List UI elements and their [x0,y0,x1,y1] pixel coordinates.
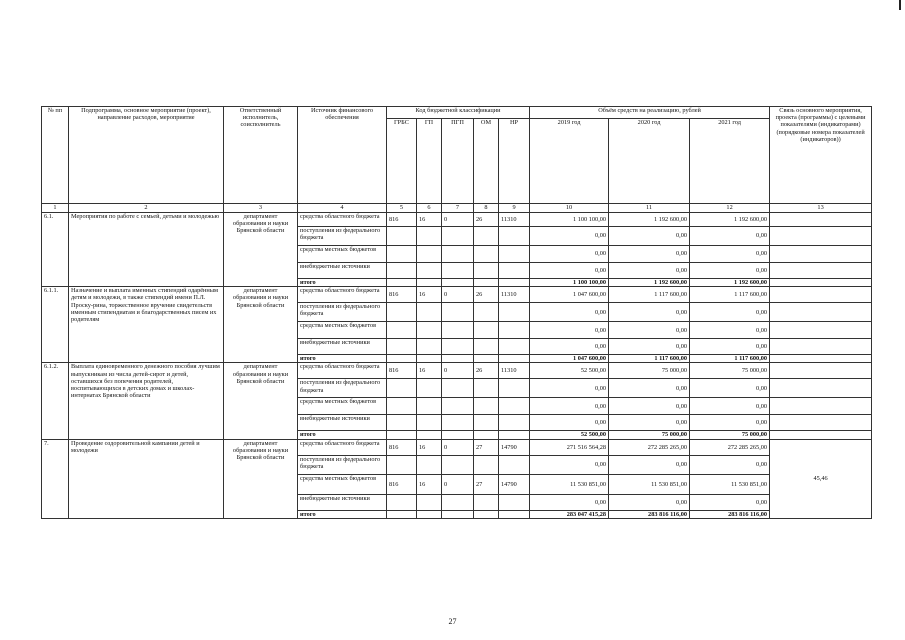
column-number: 6 [417,204,442,213]
kbk-om [474,303,499,322]
kbk-grbs [387,398,417,415]
kbk-gp [417,398,442,415]
amount-2019: 0,00 [530,303,609,322]
budget-row-regional [42,363,872,379]
amount-2020: 1 192 600,00 [609,213,690,227]
amount-2019: 0,00 [530,227,609,246]
kbk-np [499,415,530,431]
column-number: 3 [224,204,298,213]
kbk-om [474,227,499,246]
executor-line: образования и науки [232,446,289,454]
kbk-pgp: 0 [442,439,474,455]
amount-2020: 0,00 [609,227,690,246]
column-number: 11 [609,204,690,213]
kbk-np [499,494,530,510]
kbk-pgp [442,398,474,415]
kbk-gp [417,379,442,398]
kbk-grbs [387,322,417,339]
link-cell [770,415,872,431]
item-executor [224,439,298,518]
source-label: средства местных бюджетов [298,322,387,339]
kbk-np [499,510,530,518]
amount-2020: 1 192 600,00 [609,279,690,287]
source-label: внебюджетные источники [298,415,387,431]
indicator-link: 45,46 [770,439,872,518]
source-label: средства областного бюджета [298,439,387,455]
header-link: Связь основного мероприятия, проекта (программы) с целевыми показателями (индикаторами) (порядковые номера показателей (индикаторов)) [770,107,872,204]
kbk-grbs [387,303,417,322]
source-label: средства областного бюджета [298,363,387,379]
column-number: 12 [690,204,770,213]
source-label: итого [298,510,387,518]
link-cell [770,303,872,322]
kbk-pgp: 0 [442,287,474,303]
kbk-np: 14790 [499,474,530,494]
amount-2019: 1 047 600,00 [530,355,609,363]
amount-2021: 1 117 600,00 [690,355,770,363]
kbk-gp [417,510,442,518]
header-source: Источник финансового обеспечения [298,107,387,204]
executor-line: Брянской области [236,454,285,462]
amount-2020: 0,00 [609,455,690,474]
header-om: ОМ [474,119,499,204]
kbk-grbs: 816 [387,363,417,379]
kbk-om [474,263,499,279]
amount-2020: 283 816 116,00 [609,510,690,518]
amount-2021: 0,00 [690,227,770,246]
link-cell [770,398,872,415]
kbk-om: 27 [474,474,499,494]
kbk-om [474,455,499,474]
kbk-np [499,339,530,355]
source-label: средства местных бюджетов [298,398,387,415]
amount-2020: 1 117 600,00 [609,287,690,303]
executor-line: образования и науки [232,294,289,302]
kbk-grbs: 816 [387,213,417,227]
kbk-grbs: 816 [387,474,417,494]
link-cell [770,213,872,227]
kbk-gp: 16 [417,287,442,303]
source-label: средства областного бюджета [298,287,387,303]
amount-2020: 0,00 [609,303,690,322]
amount-2019: 0,00 [530,494,609,510]
item-executor [224,287,298,363]
amount-2021: 283 816 116,00 [690,510,770,518]
kbk-np [499,355,530,363]
kbk-om [474,510,499,518]
header-2019: 2019 год [530,119,609,204]
kbk-grbs: 816 [387,287,417,303]
kbk-grbs [387,263,417,279]
kbk-gp: 16 [417,363,442,379]
kbk-gp [417,415,442,431]
executor-line: департамент [243,363,278,371]
kbk-np [499,303,530,322]
kbk-gp [417,322,442,339]
item-executor [224,363,298,439]
header-kbk: Код бюджетной классификации [387,107,530,119]
amount-2021: 75 000,00 [690,363,770,379]
budget-row-regional [42,213,872,227]
kbk-grbs [387,510,417,518]
kbk-np [499,227,530,246]
column-number: 5 [387,204,417,213]
source-label: средства местных бюджетов [298,246,387,263]
amount-2021: 0,00 [690,379,770,398]
kbk-gp [417,431,442,439]
item-number: 6.1.2. [42,363,69,439]
source-label: итого [298,355,387,363]
kbk-pgp [442,246,474,263]
item-name: Мероприятия по работе с семьей, детьми и молодежью [69,213,224,287]
amount-2019: 0,00 [530,398,609,415]
header-pgp: ПГП [442,119,474,204]
amount-2020: 0,00 [609,379,690,398]
amount-2020: 0,00 [609,415,690,431]
kbk-om [474,379,499,398]
executor-line: Брянской области [236,377,285,385]
item-number: 6.1.1. [42,287,69,363]
kbk-grbs: 816 [387,439,417,455]
amount-2020: 75 000,00 [609,431,690,439]
source-label: поступления из федерального бюджета [298,227,387,246]
amount-2019: 283 047 415,28 [530,510,609,518]
kbk-pgp: 0 [442,363,474,379]
amount-2021: 0,00 [690,494,770,510]
executor-line: образования и науки [232,370,289,378]
header-np: НР [499,119,530,204]
kbk-gp [417,494,442,510]
kbk-pgp [442,415,474,431]
kbk-gp [417,279,442,287]
link-cell [770,227,872,246]
link-cell [770,279,872,287]
amount-2019: 0,00 [530,263,609,279]
source-label: внебюджетные источники [298,263,387,279]
item-number: 7. [42,439,69,518]
header-grbs: ГРБС [387,119,417,204]
amount-2020: 0,00 [609,494,690,510]
kbk-om: 26 [474,287,499,303]
amount-2021: 0,00 [690,455,770,474]
kbk-grbs [387,279,417,287]
source-label: средства областного бюджета [298,213,387,227]
amount-2019: 0,00 [530,455,609,474]
kbk-np: 11310 [499,363,530,379]
amount-2019: 1 100 100,00 [530,279,609,287]
amount-2020: 11 530 851,00 [609,474,690,494]
kbk-np: 11310 [499,287,530,303]
header-gp: ГП [417,119,442,204]
amount-2020: 1 117 600,00 [609,355,690,363]
header-volume: Объём средств на реализацию, рублей [530,107,770,119]
amount-2021: 1 117 600,00 [690,287,770,303]
amount-2019: 0,00 [530,246,609,263]
kbk-om [474,494,499,510]
kbk-np [499,431,530,439]
kbk-pgp [442,379,474,398]
source-label: средства местных бюджетов [298,474,387,494]
column-number-row [42,204,872,213]
kbk-gp: 16 [417,474,442,494]
amount-2020: 0,00 [609,322,690,339]
executor-line: департамент [243,439,278,447]
link-cell [770,431,872,439]
header-executor: Ответственный исполнитель, соисполнитель [224,107,298,204]
source-label: внебюджетные источники [298,339,387,355]
executor-line: Брянской области [236,227,285,235]
kbk-np [499,246,530,263]
amount-2021: 0,00 [690,398,770,415]
source-label: поступления из федерального бюджета [298,455,387,474]
kbk-grbs [387,339,417,355]
link-cell [770,322,872,339]
header-no: № пп [42,107,69,204]
amount-2019: 0,00 [530,379,609,398]
kbk-grbs [387,431,417,439]
kbk-np: 11310 [499,213,530,227]
amount-2021: 0,00 [690,263,770,279]
kbk-om [474,339,499,355]
amount-2020: 0,00 [609,339,690,355]
kbk-gp [417,339,442,355]
amount-2019: 0,00 [530,322,609,339]
amount-2020: 75 000,00 [609,363,690,379]
source-label: внебюджетные источники [298,494,387,510]
kbk-np [499,398,530,415]
amount-2019: 11 530 851,00 [530,474,609,494]
link-cell [770,355,872,363]
link-cell [770,379,872,398]
kbk-pgp [442,322,474,339]
link-cell [770,246,872,263]
kbk-om: 26 [474,363,499,379]
kbk-om [474,431,499,439]
kbk-om [474,398,499,415]
kbk-np: 14790 [499,439,530,455]
header-2021: 2021 год [690,119,770,204]
kbk-om: 26 [474,213,499,227]
column-number: 9 [499,204,530,213]
header-name: Подпрограмма, основное мероприятие (проект), направление расходов, мероприятие [69,107,224,204]
executor-line: образования и науки [232,220,289,228]
kbk-gp [417,246,442,263]
amount-2019: 1 100 100,00 [530,213,609,227]
amount-2021: 272 285 265,00 [690,439,770,455]
kbk-pgp [442,303,474,322]
item-executor [224,213,298,287]
budget-row-regional [42,439,872,455]
kbk-om: 27 [474,439,499,455]
scan-edge-mark [899,0,901,10]
amount-2019: 0,00 [530,339,609,355]
header-2020: 2020 год [609,119,690,204]
kbk-pgp [442,339,474,355]
amount-2021: 1 192 600,00 [690,213,770,227]
amount-2019: 271 516 564,28 [530,439,609,455]
source-label: поступления из федерального бюджета [298,303,387,322]
kbk-pgp [442,431,474,439]
kbk-om [474,246,499,263]
link-cell [770,339,872,355]
amount-2021: 0,00 [690,415,770,431]
column-number: 8 [474,204,499,213]
amount-2021: 1 192 600,00 [690,279,770,287]
kbk-pgp [442,455,474,474]
kbk-grbs [387,415,417,431]
item-name: Проведение оздоровительной кампании детей и молодежи [69,439,224,518]
kbk-pgp: 0 [442,474,474,494]
amount-2019: 52 500,00 [530,431,609,439]
amount-2021: 75 000,00 [690,431,770,439]
kbk-grbs [387,227,417,246]
kbk-pgp [442,263,474,279]
column-number: 13 [770,204,872,213]
item-number: 6.1. [42,213,69,287]
amount-2021: 0,00 [690,303,770,322]
kbk-grbs [387,246,417,263]
kbk-grbs [387,455,417,474]
kbk-gp: 16 [417,439,442,455]
link-cell [770,363,872,379]
source-label: итого [298,431,387,439]
amount-2020: 0,00 [609,246,690,263]
budget-table [41,106,872,519]
amount-2019: 1 047 600,00 [530,287,609,303]
executor-line: департамент [243,287,278,295]
page-number: 27 [448,617,457,626]
kbk-gp [417,303,442,322]
item-name: Назначение и выплата именных стипендий одарённым детям и молодежи, в также стипендий имени П.Л. Проску-рина, торжественное вручение свидетельств именным стипендиатам и благодарственных писем их родителям [69,287,224,363]
amount-2021: 0,00 [690,339,770,355]
executor-line: департамент [243,213,278,220]
source-label: итого [298,279,387,287]
column-number: 10 [530,204,609,213]
kbk-np [499,263,530,279]
amount-2020: 272 285 265,00 [609,439,690,455]
kbk-pgp [442,279,474,287]
amount-2021: 0,00 [690,322,770,339]
source-label: поступления из федерального бюджета [298,379,387,398]
kbk-pgp [442,494,474,510]
header-row [42,107,872,119]
kbk-om [474,415,499,431]
kbk-pgp: 0 [442,213,474,227]
kbk-pgp [442,510,474,518]
kbk-om [474,355,499,363]
kbk-np [499,455,530,474]
kbk-om [474,279,499,287]
kbk-np [499,279,530,287]
amount-2020: 0,00 [609,263,690,279]
executor-line: Брянской области [236,301,285,309]
column-number: 1 [42,204,69,213]
item-name: Выплата единовременного денежного пособия лучшим выпускникам из числа детей-сирот и детей, оставшихся без попечения родителей, воспитывающихся в детских домах и школах-интернатах Брянской области [69,363,224,439]
kbk-grbs [387,379,417,398]
kbk-pgp [442,355,474,363]
amount-2019: 52 500,00 [530,363,609,379]
column-number: 2 [69,204,224,213]
kbk-np [499,379,530,398]
amount-2021: 0,00 [690,246,770,263]
kbk-gp [417,355,442,363]
amount-2020: 0,00 [609,398,690,415]
link-cell [770,263,872,279]
column-number: 7 [442,204,474,213]
kbk-np [499,322,530,339]
kbk-gp [417,227,442,246]
column-number: 4 [298,204,387,213]
amount-2019: 0,00 [530,415,609,431]
link-cell [770,287,872,303]
kbk-grbs [387,494,417,510]
kbk-gp [417,455,442,474]
kbk-gp [417,263,442,279]
amount-2021: 11 530 851,00 [690,474,770,494]
kbk-om [474,322,499,339]
kbk-pgp [442,227,474,246]
kbk-grbs [387,355,417,363]
kbk-gp: 16 [417,213,442,227]
budget-row-regional [42,287,872,303]
